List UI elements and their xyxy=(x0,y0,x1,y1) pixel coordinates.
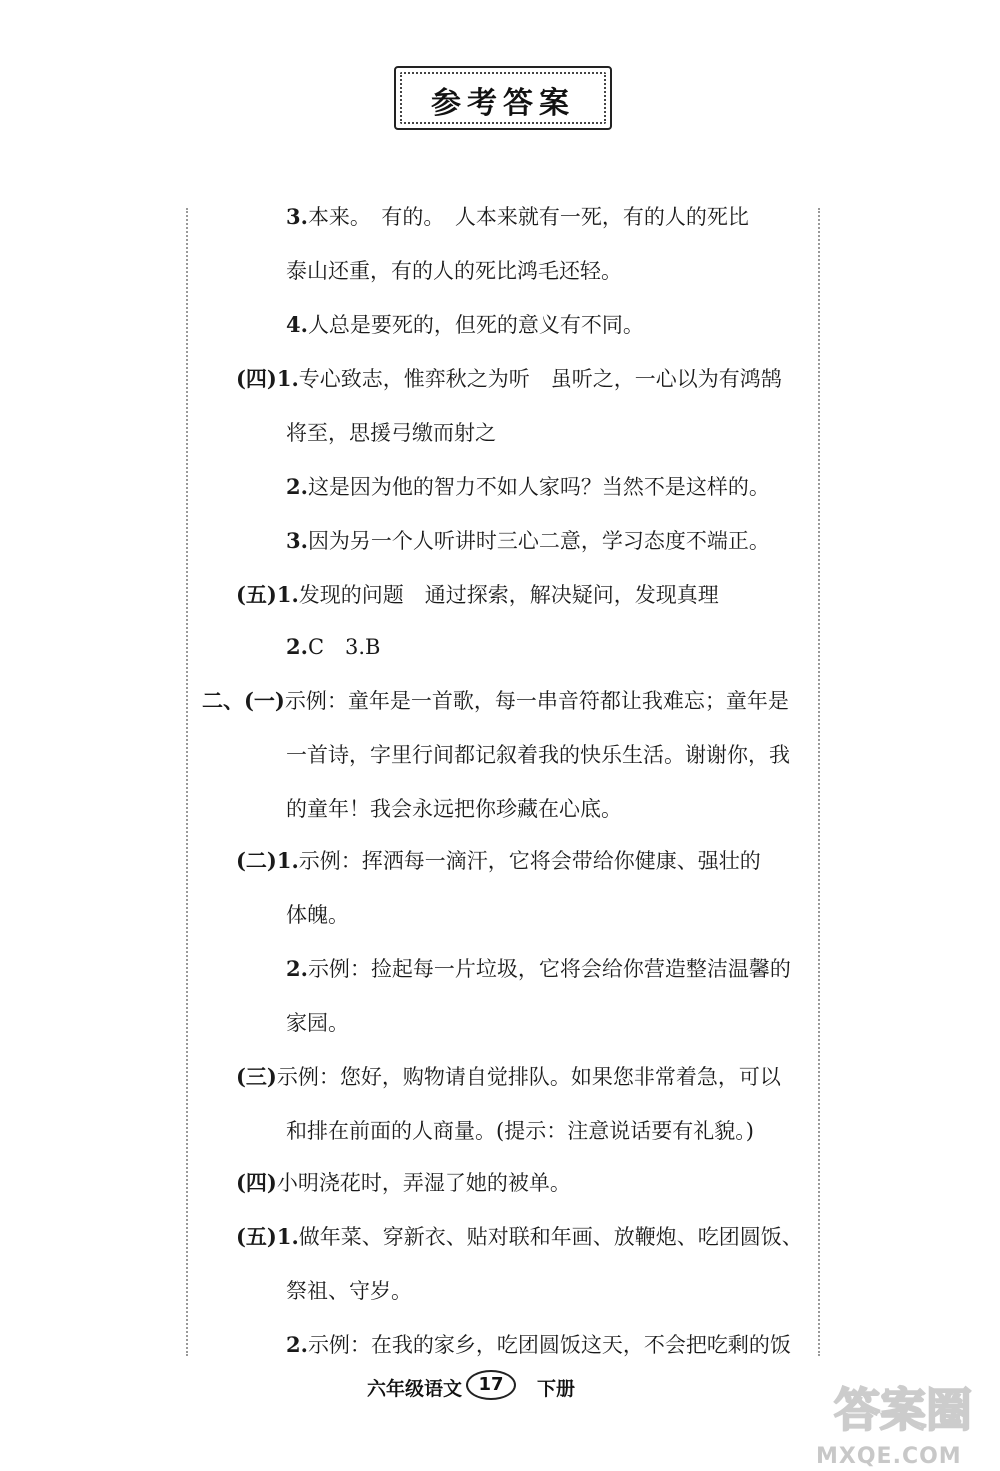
answer-line: 和排在前面的人商量。(提示：注意说话要有礼貌。) xyxy=(286,1119,754,1143)
answer-line: 4.人总是要死的，但死的意义有不同。 xyxy=(286,312,644,337)
watermark-logo xyxy=(832,1378,982,1438)
answer-line: 祭祖、守岁。 xyxy=(286,1279,412,1303)
svg-text:答案圈: 答案圈 xyxy=(834,1383,972,1437)
right-margin-rule xyxy=(818,208,820,1356)
title-box xyxy=(394,66,612,130)
answer-line: 的童年！我会永远把你珍藏在心底。 xyxy=(286,797,622,821)
answer-line: 二、(一)示例：童年是一首歌，每一串音符都让我难忘；童年是 xyxy=(202,688,789,713)
answer-line: (四)1.专心致志，惟弈秋之为听 虽听之，一心以为有鸿鹄 xyxy=(236,366,782,391)
left-margin-rule xyxy=(186,208,188,1356)
answer-line: (三)示例：您好，购物请自觉排队。如果您非常着急，可以 xyxy=(236,1064,781,1089)
watermark-url: MXQE.COM xyxy=(816,1444,962,1469)
answer-line: 体魄。 xyxy=(286,903,349,927)
answer-line: 一首诗，字里行间都记叙着我的快乐生活。谢谢你，我 xyxy=(286,743,790,767)
answer-line: 家园。 xyxy=(286,1011,349,1035)
answer-line: (五)1.发现的问题 通过探索，解决疑问，发现真理 xyxy=(236,582,719,607)
footer-volume: 下册 xyxy=(537,1378,576,1400)
answer-line: (四)小明浇花时，弄湿了她的被单。 xyxy=(236,1170,571,1195)
page-title: 参考答案 xyxy=(431,86,575,121)
page-number: 17 xyxy=(466,1370,516,1400)
answer-line: 2.C 3.B xyxy=(286,634,381,659)
answer-line: 2.示例：在我的家乡，吃团圆饭这天，不会把吃剩的饭 xyxy=(286,1332,791,1357)
answer-line: 泰山还重，有的人的死比鸿毛还轻。 xyxy=(286,259,622,283)
answer-line: 3.因为另一个人听讲时三心二意，学习态度不端正。 xyxy=(286,528,770,553)
answer-line: 3.本来。 有的。 人本来就有一死，有的人的死比 xyxy=(286,204,749,229)
answer-line: 2.示例：捡起每一片垃圾，它将会给你营造整洁温馨的 xyxy=(286,956,791,981)
answer-line: 2.这是因为他的智力不如人家吗？当然不是这样的。 xyxy=(286,474,770,499)
answer-line: (五)1.做年菜、穿新衣、贴对联和年画、放鞭炮、吃团圆饭、 xyxy=(236,1224,803,1249)
footer-grade-subject: 六年级语文 xyxy=(367,1378,463,1400)
answer-line: 将至，思援弓缴而射之 xyxy=(286,421,496,445)
answer-line: (二)1.示例：挥洒每一滴汗，它将会带给你健康、强壮的 xyxy=(236,848,761,873)
